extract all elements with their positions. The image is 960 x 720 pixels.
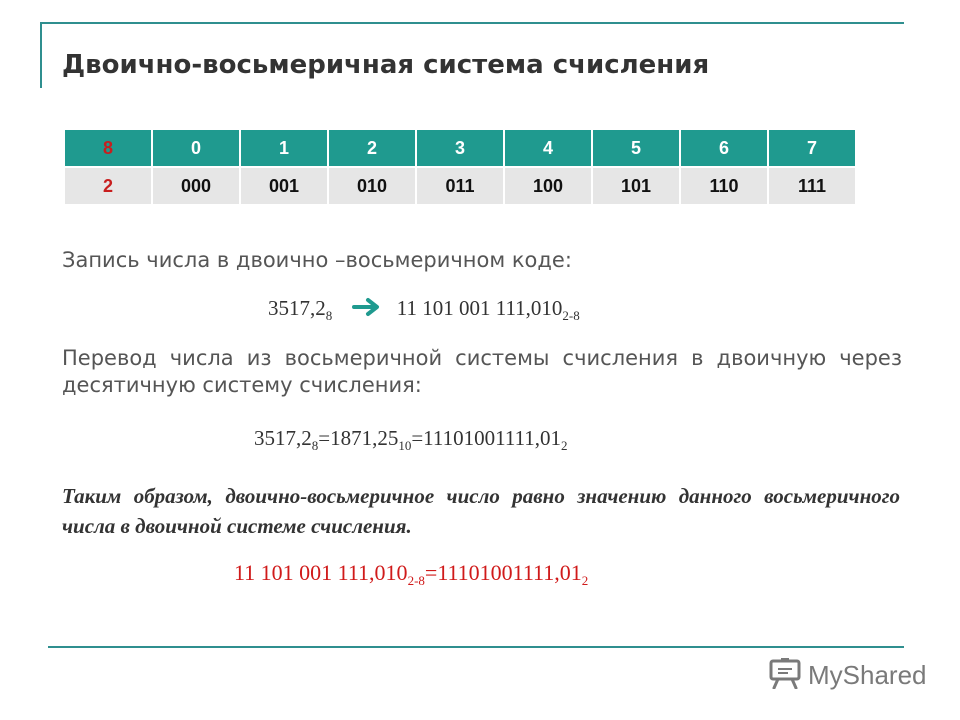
table-cell: 111: [769, 168, 855, 204]
table-cell: 001: [241, 168, 327, 204]
table-cell: 4: [505, 130, 591, 166]
table-cell: 110: [681, 168, 767, 204]
decimal-number: =1871,25: [318, 426, 399, 450]
text-conclusion: Таким образом, двоично-восьмеричное число равно значению данного восьмеричного числа в двоичной системе счисления.: [62, 484, 900, 538]
slide-title: Двоично-восьмеричная система счисления: [62, 50, 710, 80]
octal-base: 8: [311, 438, 319, 453]
frame-left-line: [40, 22, 42, 88]
presentation-board-icon: [768, 657, 802, 693]
conversion-line-2: [254, 426, 568, 454]
binary-base: 2: [561, 438, 568, 453]
conclusion-equation: [234, 560, 588, 589]
table-cell: 1: [241, 130, 327, 166]
table-cell: 010: [329, 168, 415, 204]
table-cell: 000: [153, 168, 239, 204]
text-record-number: Запись числа в двоично –восьмеричном коде:: [62, 248, 572, 272]
table-cell: 100: [505, 168, 591, 204]
binary-octal-number: 11 101 001 111,010: [396, 296, 563, 320]
logo-text: MyShared: [808, 659, 927, 690]
myshared-logo: [768, 658, 927, 692]
arrow-right-icon: [352, 297, 382, 323]
table-cell: 5: [593, 130, 679, 166]
table-cell: 101: [593, 168, 679, 204]
table-cell: 6: [681, 130, 767, 166]
binary-base: 2: [581, 573, 589, 588]
decimal-base: 10: [398, 438, 412, 453]
binary-number: =11101001111,01: [424, 560, 582, 585]
binary-octal-number: 11 101 001 111,010: [234, 560, 408, 585]
table-cell: 2: [329, 130, 415, 166]
conversion-line-1: [268, 296, 580, 324]
octal-number: 3517,2: [254, 426, 312, 450]
frame-bottom-line: [48, 646, 904, 648]
table-cell: 0: [153, 130, 239, 166]
table-cell: 7: [769, 130, 855, 166]
octal-binary-table: [63, 128, 857, 206]
table-row-binary: [65, 168, 855, 204]
table-cell-label: 8: [65, 130, 151, 166]
octal-base: 8: [325, 308, 333, 323]
text-conversion-via-decimal: Перевод числа из восьмеричной системы счисления в двоичную через десятичную систему счисления:: [62, 346, 902, 397]
binary-octal-base: 2-8: [407, 573, 425, 588]
binary-octal-base: 2-8: [562, 308, 580, 323]
table-cell: 011: [417, 168, 503, 204]
table-cell-label: 2: [65, 168, 151, 204]
table-row-octal: [65, 130, 855, 166]
table-cell: 3: [417, 130, 503, 166]
frame-top-line: [40, 22, 904, 24]
octal-number: 3517,2: [268, 296, 326, 320]
binary-number: =11101001111,01: [411, 426, 562, 450]
